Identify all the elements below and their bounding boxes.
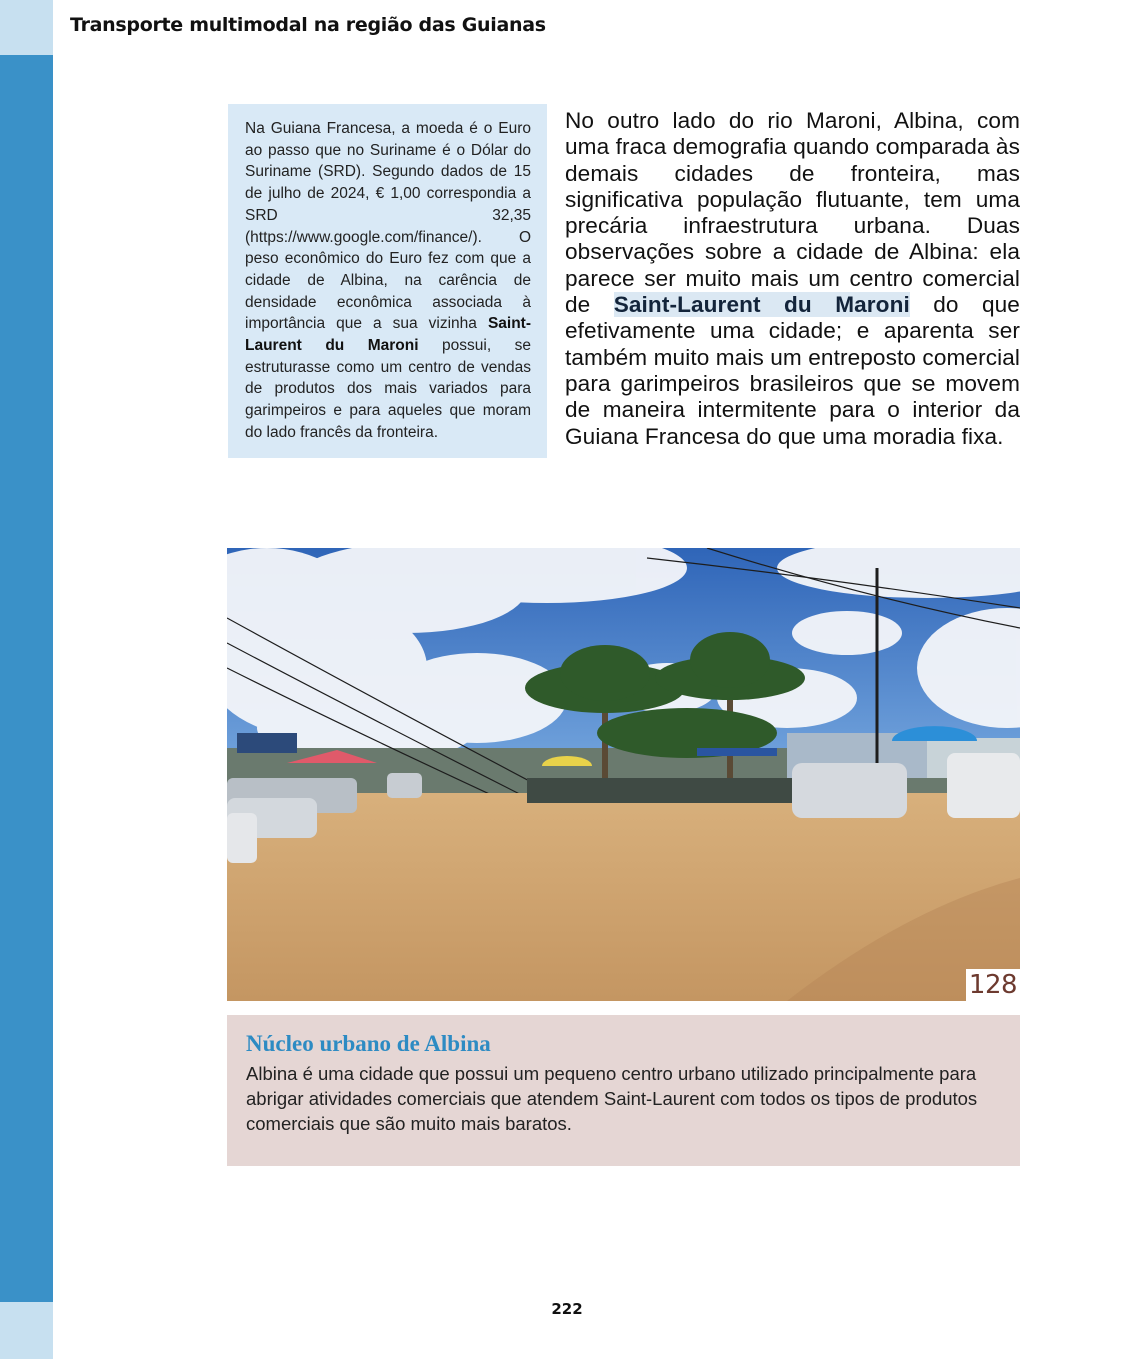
caption-title: Núcleo urbano de Albina [246,1031,491,1056]
figure-number: 128 [966,969,1020,1001]
main-text-before: No outro lado do rio Maroni, Albina, com uma fraca demografia quando comparada às demais cidades de fronteira, mas significativa população flutuante, tem uma precária infraestrutura urbana. Duas observações sobre a cidade de Albina: ela parece ser muito mais um centro comercial de [565,108,1020,318]
main-text-after: do que efetivamente uma cidade; e aparenta ser também muito mais um entreposto comercial para garimpeiros brasileiros que se movem de maneira intermitente para o interior da Guiana Francesa do que uma moradia fixa. [565,292,1020,449]
caption-box [227,1015,1020,1166]
highlighted-term: Saint-Laurent du Maroni [613,292,910,318]
sidebox-bold-term: Saint-Laurent du Maroni [245,315,531,355]
main-text-column [565,108,1020,450]
sidebar-color-band [0,55,53,1302]
photo-albina-street [227,548,1020,1001]
sidebox-note [228,104,547,458]
billboard [237,733,297,753]
sidebar-top-block [0,0,53,55]
sidebox-text-after: possui, se estruturasse como um centro de vendas de produtos dos mais variados para garimpeiros e para aqueles que moram do lado francês da fronteira. [245,337,531,441]
running-head: Transporte multimodal na região das Guianas [70,14,546,36]
caption-text: Albina é uma cidade que possui um pequeno centro urbano utilizado principalmente para abrigar atividades comerciais que atendem Saint-Laurent com todos os tipos de produtos comerciais que são muito mais baratos. [246,1063,978,1134]
main-paragraph [565,108,1020,450]
sidebox-text-before: Na Guiana Francesa, a moeda é o Euro ao passo que no Suriname é o Dólar do Suriname (SRD). Segundo dados de 15 de julho de 2024, € 1,00 correspondia a SRD 32,35 (https://www.google.com/finance/). O peso econômico do Euro fez com que a cidade de Albina, na carência de densidade econômica associada à importância que a sua vizinha [245,120,531,333]
sidebox-paragraph [245,118,531,444]
photo-illustration [227,548,1020,1001]
page-number: 222 [551,1300,583,1318]
